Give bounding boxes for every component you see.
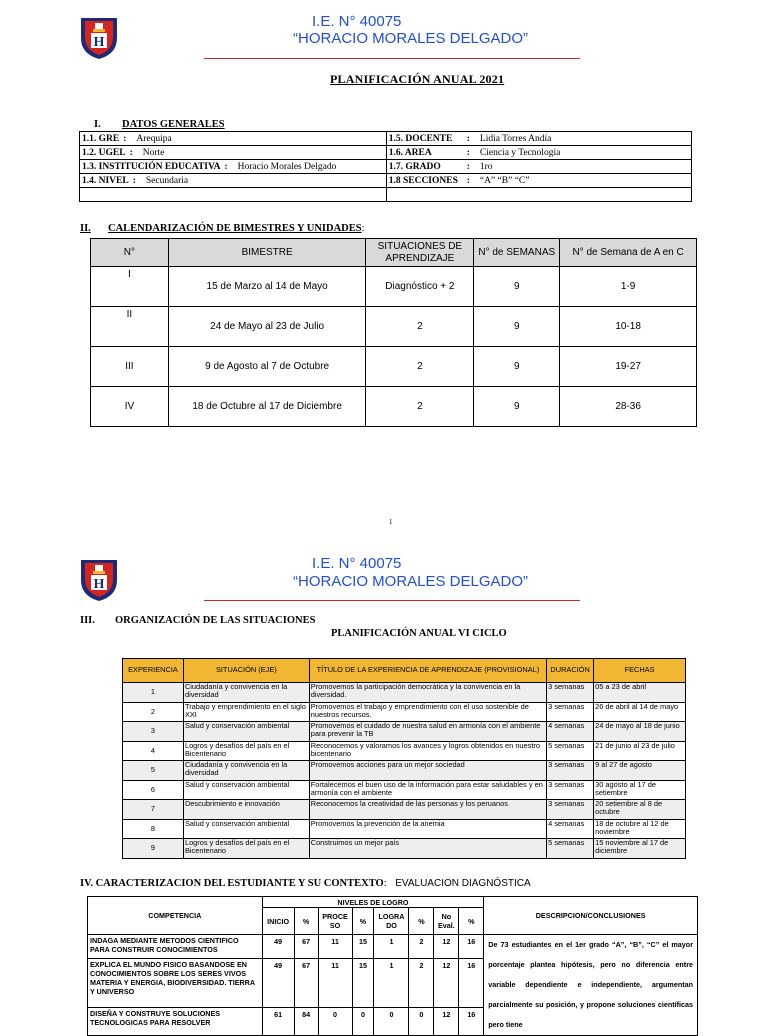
datos-label: 1.1. GRE: [82, 133, 120, 144]
datos-label: 1.5. DOCENTE: [388, 133, 453, 144]
car-header-niveles: NIVELES DE LOGRO: [262, 897, 484, 908]
calendar-cell: 24 de Mayo al 23 de Julio: [168, 307, 366, 347]
org-cell: 24 de mayo al 18 de junio: [594, 722, 686, 742]
org-cell: 4 semanas: [547, 819, 594, 839]
datos-sep: :: [129, 147, 133, 158]
school-name-2: “HORACIO MORALES DELGADO”: [293, 573, 529, 590]
section-2-heading: [80, 223, 365, 234]
calendar-row: [91, 347, 697, 387]
car-competencia-cell: DISEÑA Y CONSTRUYE SOLUCIONES TECNOLOGICAS PARA RESOLVER: [88, 1008, 263, 1036]
car-value-cell: 15: [352, 935, 374, 959]
datos-value: Secundaria: [145, 175, 189, 186]
datos-generales-table: [79, 131, 692, 202]
section-3-title: ORGANIZACIÓN DE LAS SITUACIONES: [115, 615, 316, 626]
datos-sep: :: [466, 175, 470, 186]
org-cell: 05 a 23 de abril: [594, 683, 686, 703]
calendar-header-cell: SITUACIONES DE APRENDIZAJE: [366, 239, 474, 267]
datos-sep: :: [466, 147, 470, 158]
section-1-heading: [94, 119, 225, 130]
calendar-cell: 10-18: [560, 307, 697, 347]
section-2-title: CALENDARIZACIÓN DE BIMESTRES Y UNIDADES: [108, 223, 362, 234]
car-value-cell: 16: [459, 958, 484, 1007]
org-cell: Logros y desafíos del país en el Bicentenario: [183, 741, 309, 761]
car-value-cell: 11: [318, 958, 352, 1007]
school-logo: [78, 14, 120, 60]
section-4-subtitle: EVALUACION DIAGNÓSTICA: [395, 878, 531, 889]
car-subheader-cell: INICIO: [262, 908, 294, 935]
org-cell: 20 setiembre al 8 de octubre: [594, 800, 686, 820]
datos-sep: :: [123, 133, 127, 144]
datos-sep: :: [132, 175, 136, 186]
org-cell: Promovemos la prevención de la anemia: [309, 819, 546, 839]
datos-label: 1.6. AREA: [388, 147, 432, 158]
car-value-cell: 49: [262, 935, 294, 959]
car-subheader-cell: %: [352, 908, 374, 935]
org-row: [123, 800, 686, 820]
calendar-row: [91, 387, 697, 427]
org-subtitle: PLANIFICACIÓN ANUAL VI CICLO: [331, 628, 507, 639]
calendar-table: [90, 238, 697, 427]
calendar-cell: 9: [474, 267, 560, 307]
logo-letter-2: H: [93, 577, 105, 592]
datos-label: 1.4. NIVEL: [82, 175, 129, 186]
org-row: [123, 741, 686, 761]
caracterizacion-table: [87, 896, 698, 1036]
org-cell: 9 al 27 de agosto: [594, 761, 686, 781]
calendar-header-cell: N° de SEMANAS: [474, 239, 560, 267]
org-cell: Reconocemos y valoramos los avances y logros obtenidos en nuestro bicentenario: [309, 741, 546, 761]
org-cell: 3 semanas: [547, 780, 594, 800]
section-4-colon: :: [383, 878, 387, 889]
org-row: [123, 819, 686, 839]
datos-label: 1.7. GRADO: [388, 161, 441, 172]
datos-left-cell: [80, 174, 387, 188]
calendar-cell: I: [91, 267, 169, 307]
car-row: [88, 935, 698, 959]
calendar-cell: Diagnóstico + 2: [366, 267, 474, 307]
page-number: 1: [389, 518, 393, 526]
org-cell: 2: [123, 702, 184, 722]
org-cell: Construimos un mejor país: [309, 839, 546, 859]
org-cell: 4 semanas: [547, 722, 594, 742]
datos-value: Ciencia y Tecnologia: [479, 147, 561, 158]
calendar-cell: 2: [366, 387, 474, 427]
org-cell: 5 semanas: [547, 839, 594, 859]
car-value-cell: 2: [409, 935, 434, 959]
calendar-cell: 9: [474, 387, 560, 427]
calendar-header-cell: N° de Semana de A en C: [560, 239, 697, 267]
org-cell: 9: [123, 839, 184, 859]
org-cell: 26 de abril al 14 de mayo: [594, 702, 686, 722]
org-cell: 15 noviembre al 17 de diciembre: [594, 839, 686, 859]
datos-row: [80, 160, 692, 174]
calendar-cell: 2: [366, 347, 474, 387]
car-value-cell: 11: [318, 935, 352, 959]
datos-value: Horacio Morales Delgado: [237, 161, 337, 172]
org-cell: Promovemos el trabajo y emprendimiento con el uso sostenible de nuestros recursos.: [309, 702, 546, 722]
datos-left-cell: [80, 160, 387, 174]
org-cell: 3 semanas: [547, 800, 594, 820]
car-value-cell: 0: [409, 1008, 434, 1036]
datos-label: 1.3. INSTITUCIÓN EDUCATIVA: [82, 161, 221, 172]
logo-letter: H: [93, 35, 105, 50]
org-cell: 6: [123, 780, 184, 800]
org-cell: 1: [123, 683, 184, 703]
calendar-cell: 15 de Marzo al 14 de Mayo: [168, 267, 366, 307]
section-4-title: IV. CARACTERIZACION DEL ESTUDIANTE Y SU CONTEXTO: [80, 878, 384, 889]
org-cell: 3 semanas: [547, 702, 594, 722]
calendar-header-cell: N°: [91, 239, 169, 267]
car-value-cell: 1: [374, 935, 409, 959]
car-subheader-cell: No Eval.: [434, 908, 459, 935]
org-cell: Ciudadanía y convivencia en la diversidad: [183, 761, 309, 781]
datos-sep: :: [466, 161, 470, 172]
calendar-cell: III: [91, 347, 169, 387]
datos-right-cell: [386, 146, 691, 160]
section-1-num: I.: [94, 119, 101, 130]
datos-sep: :: [466, 133, 470, 144]
section-2-colon: :: [361, 223, 365, 234]
org-row: [123, 702, 686, 722]
datos-right-cell: [386, 174, 691, 188]
calendar-cell: 1-9: [560, 267, 697, 307]
org-row: [123, 839, 686, 859]
school-number: I.E. N° 40075: [312, 13, 402, 30]
car-competencia-cell: EXPLICA EL MUNDO FISICO BASANDOSE EN CONOCIMIENTOS SOBRE LOS SERES VIVOS MATERIA Y ENERGIA, BIODIVERSIDAD. TIERRA Y UNIVERSO: [88, 958, 263, 1007]
datos-left-cell: [80, 132, 387, 146]
org-cell: Reconocemos la creatividad de las personas y los peruanos: [309, 800, 546, 820]
datos-value: 1ro: [479, 161, 493, 172]
datos-row: [80, 146, 692, 160]
datos-label: 1.8 SECCIONES: [388, 175, 458, 186]
org-cell: Salud y conservación ambiental: [183, 722, 309, 742]
car-value-cell: 0: [374, 1008, 409, 1036]
org-row: [123, 780, 686, 800]
datos-value: Norte: [142, 147, 165, 158]
calendar-header-cell: BIMESTRE: [168, 239, 366, 267]
org-cell: 3: [123, 722, 184, 742]
car-value-cell: 49: [262, 958, 294, 1007]
section-4-heading: [80, 878, 531, 889]
section-3-num: III.: [80, 615, 95, 626]
org-header-cell: SITUACIÓN (EJE): [183, 659, 309, 683]
org-row: [123, 761, 686, 781]
car-value-cell: 61: [262, 1008, 294, 1036]
car-header-competencia: COMPETENCIA: [88, 897, 263, 935]
car-description-cell: De 73 estudiantes en el 1er grado “A”, “B”, “C” el mayor porcentaje plantea hipótesis, pero no diferencia entre variable dependiente e independiente, argumentan parcialmente su posición, y propone soluciones científicas pero tiene: [484, 935, 698, 1036]
car-value-cell: 12: [434, 958, 459, 1007]
org-cell: Ciudadanía y convivencia en la diversidad: [183, 683, 309, 703]
car-value-cell: 0: [318, 1008, 352, 1036]
org-cell: 18 de octubre al 12 de noviembre: [594, 819, 686, 839]
org-cell: 7: [123, 800, 184, 820]
school-logo-2: [78, 556, 120, 602]
org-cell: 3 semanas: [547, 761, 594, 781]
calendar-cell: 19-27: [560, 347, 697, 387]
page-title: PLANIFICACIÓN ANUAL 2021: [330, 72, 505, 86]
datos-right-cell: [386, 132, 691, 146]
car-value-cell: 1: [374, 958, 409, 1007]
car-value-cell: 15: [352, 958, 374, 1007]
datos-left-cell: [80, 146, 387, 160]
org-cell: Promovemos la participación democrática y la convivencia en la diversidad.: [309, 683, 546, 703]
org-cell: Descubrimiento e innovación: [183, 800, 309, 820]
org-header-cell: DURACIÓN: [547, 659, 594, 683]
org-cell: 8: [123, 819, 184, 839]
datos-label: 1.2. UGEL: [82, 147, 126, 158]
calendar-cell: 9 de Agosto al 7 de Octubre: [168, 347, 366, 387]
org-cell: Promovemos acciones para un mejor sociedad: [309, 761, 546, 781]
calendar-cell: 18 de Octubre al 17 de Diciembre: [168, 387, 366, 427]
organizacion-table: [122, 658, 686, 859]
org-cell: 5 semanas: [547, 741, 594, 761]
car-value-cell: 12: [434, 1008, 459, 1036]
calendar-cell: 28-36: [560, 387, 697, 427]
calendar-cell: 2: [366, 307, 474, 347]
car-header-desc: DESCRIPCION/CONCLUSIONES: [484, 897, 698, 935]
datos-row: [80, 132, 692, 146]
datos-value: “A” “B” “C”: [479, 175, 530, 186]
org-cell: Salud y conservación ambiental: [183, 780, 309, 800]
org-header-cell: TÍTULO DE LA EXPERIENCIA DE APRENDIZAJE (PROVISIONAL): [309, 659, 546, 683]
car-value-cell: 16: [459, 1008, 484, 1036]
datos-empty-cell: [80, 188, 387, 202]
datos-row: [80, 174, 692, 188]
calendar-cell: IV: [91, 387, 169, 427]
section-3-heading: [80, 615, 315, 626]
calendar-cell: 9: [474, 307, 560, 347]
datos-right-cell: [386, 160, 691, 174]
org-cell: 3 semanas: [547, 683, 594, 703]
calendar-cell: 9: [474, 347, 560, 387]
header-divider-2: [204, 600, 580, 601]
org-header-cell: EXPERIENCIA: [123, 659, 184, 683]
org-cell: 5: [123, 761, 184, 781]
school-name: “HORACIO MORALES DELGADO”: [293, 30, 529, 47]
car-subheader-cell: %: [294, 908, 318, 935]
car-value-cell: 67: [294, 958, 318, 1007]
org-cell: 21 de junio al 23 de julio: [594, 741, 686, 761]
org-cell: Promovemos el cuidado de nuestra salud en armonía con el ambiente para prevenir la TB: [309, 722, 546, 742]
car-subheader-cell: LOGRA DO: [374, 908, 409, 935]
calendar-row: [91, 267, 697, 307]
datos-value: Lidia Torres Andía: [479, 133, 552, 144]
section-1-title: DATOS GENERALES: [122, 119, 225, 130]
car-value-cell: 84: [294, 1008, 318, 1036]
car-subheader-cell: %: [409, 908, 434, 935]
car-value-cell: 67: [294, 935, 318, 959]
datos-value: Arequipa: [136, 133, 172, 144]
car-value-cell: 2: [409, 958, 434, 1007]
org-row: [123, 722, 686, 742]
org-cell: Fortalecemos el buen uso de la información para estar saludables y en armonía con el ambiente: [309, 780, 546, 800]
school-number-2: I.E. N° 40075: [312, 555, 402, 572]
datos-sep: :: [224, 161, 228, 172]
org-cell: Trabajo y emprendimiento en el siglo XXI: [183, 702, 309, 722]
car-subheader-cell: %: [459, 908, 484, 935]
section-2-num: II.: [80, 223, 91, 234]
org-row: [123, 683, 686, 703]
header-divider: [204, 58, 580, 59]
org-cell: 30 agosto al 17 de setiembre: [594, 780, 686, 800]
org-cell: 4: [123, 741, 184, 761]
calendar-row: [91, 307, 697, 347]
car-value-cell: 0: [352, 1008, 374, 1036]
car-value-cell: 12: [434, 935, 459, 959]
car-subheader-cell: PROCE SO: [318, 908, 352, 935]
datos-empty-cell: [386, 188, 691, 202]
datos-row-empty: [80, 188, 692, 202]
org-cell: Salud y conservación ambiental: [183, 819, 309, 839]
car-competencia-cell: INDAGA MEDIANTE METODOS CIENTIFICO PARA CONSTRUIR CONOCIMIENTOS: [88, 935, 263, 959]
org-cell: Logros y desafíos del país en el Bicentenario: [183, 839, 309, 859]
calendar-cell: II: [91, 307, 169, 347]
car-value-cell: 16: [459, 935, 484, 959]
org-header-cell: FECHAS: [594, 659, 686, 683]
